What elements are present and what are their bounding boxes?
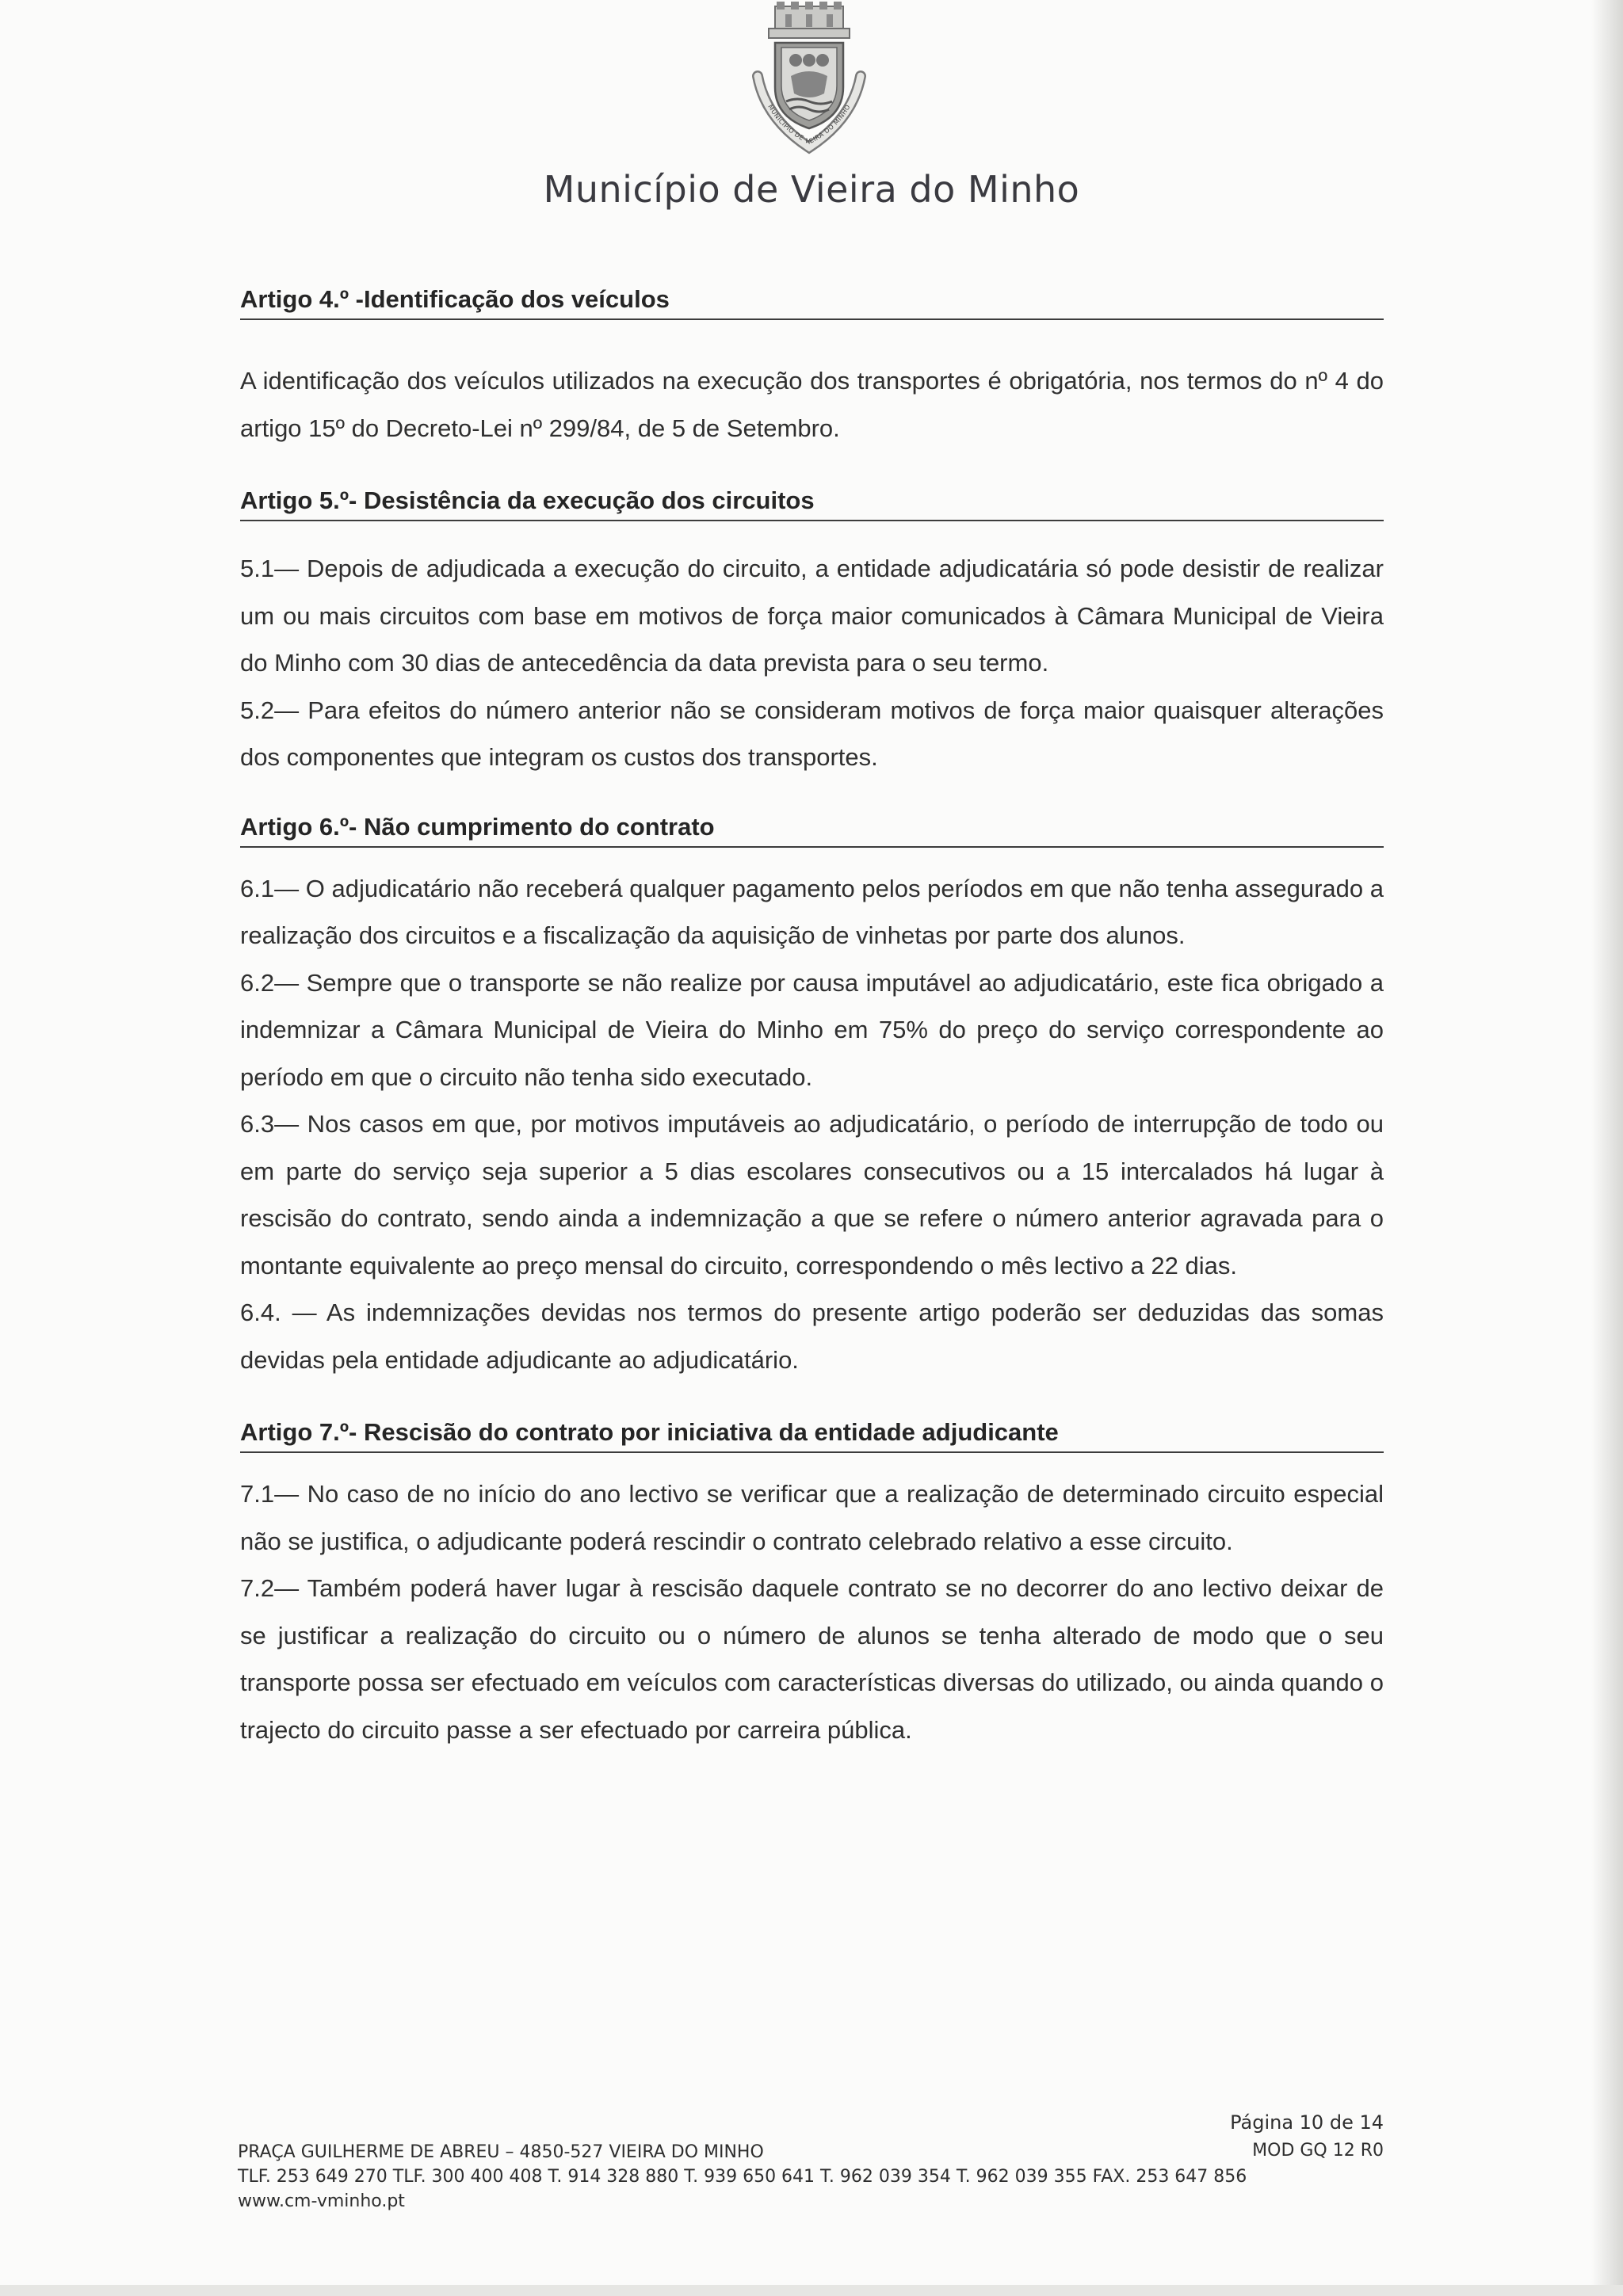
paragraph-7-1: 7.1— No caso de no início do ano lectivo se verificar que a realização de determinado circuito especial não se justifica, o adjudicante poderá rescindir o contrato celebrado relativo a esse circuito. — [240, 1480, 1384, 1555]
municipality-title: Município de Vieira do Minho — [543, 168, 1080, 211]
scan-edge-right — [1591, 0, 1623, 2296]
section-heading-artigo-4: Artigo 4.º -Identificação dos veículos — [240, 285, 1384, 320]
section-heading-artigo-6: Artigo 6.º- Não cumprimento do contrato — [240, 813, 1384, 848]
footer-phones: TLF. 253 649 270 TLF. 300 400 408 T. 914 328 880 T. 939 650 641 T. 962 039 354 T. 962 039 355 FAX. 253 647 856 — [238, 2167, 1247, 2187]
scan-edge-bottom — [0, 2285, 1623, 2296]
paragraph-7-2: 7.2— Também poderá haver lugar à rescisão daquele contrato se no decorrer do ano lectivo deixar de se justificar a realização do circuito ou o número de alunos se tenha alterado de modo que o seu transporte possa ser efectuado em veículos com características diversas do utilizado, ou ainda quando o trajecto do circuito passe a ser efectuado por carreira pública. — [240, 1574, 1384, 1744]
section-heading-artigo-7: Artigo 7.º- Rescisão do contrato por iniciativa da entidade adjudicante — [240, 1418, 1384, 1453]
paragraph-6-1: 6.1— O adjudicatário não receberá qualquer pagamento pelos períodos em que não tenha assegurado a realização dos circuitos e a fiscalização da aquisição de vinhetas por parte dos alunos. — [240, 874, 1384, 949]
page-number: Página 10 de 14 — [1230, 2111, 1384, 2134]
footer-address: PRAÇA GUILHERME DE ABREU – 4850-527 VIEIRA DO MINHO — [238, 2142, 764, 2162]
footer-page-info — [1230, 2108, 1384, 2165]
paragraph-5-1: 5.1— Depois de adjudicada a execução do circuito, a entidade adjudicatária só pode desistir de realizar um ou mais circuitos com base em motivos de força maior comunicados à Câmara Municipal de Vieira do Minho com 30 dias de antecedência da data prevista para o seu termo. — [240, 555, 1384, 677]
paragraph-6-2: 6.2— Sempre que o transporte se não realize por causa imputável ao adjudicatário, este fica obrigado a indemnizar a Câmara Municipal de Vieira do Minho em 75% do preço do serviço correspondente ao período em que o circuito não tenha sido executado. — [240, 968, 1384, 1091]
paragraph-4: A identificação dos veículos utilizados na execução dos transportes é obrigatória, nos termos do nº 4 do artigo 15º do Decreto-Lei nº 299/84, de 5 de Setembro. — [240, 367, 1384, 442]
footer-website: www.cm-vminho.pt — [238, 2191, 405, 2211]
document-body — [240, 285, 1384, 1753]
crest-ribbon-text: MUNICÍPIO DE VIEIRA DO MINHO — [766, 103, 852, 147]
paragraph-6-4: 6.4. — As indemnizações devidas nos termos do presente artigo poderão ser deduzidas das somas devidas pela entidade adjudicante ao adjudicatário. — [240, 1299, 1384, 1374]
paragraph-5-2: 5.2— Para efeitos do número anterior não se consideram motivos de força maior quaisquer alterações dos componentes que integram os custos dos transportes. — [240, 696, 1384, 771]
municipal-crest-icon — [742, 0, 876, 162]
paragraph-6-3: 6.3— Nos casos em que, por motivos imputáveis ao adjudicatário, o período de interrupção de todo ou em parte do serviço seja superior a 5 dias escolares consecutivos ou a 15 intercalados há lugar à rescisão do contrato, sendo ainda a indemnização a que se refere o número anterior agravada para o montante equivalente ao preço mensal do circuito, correspondendo o mês lectivo a 22 dias. — [240, 1110, 1384, 1280]
footer-contact — [238, 2140, 1247, 2214]
document-code: MOD GQ 12 R0 — [1252, 2141, 1384, 2161]
section-heading-artigo-5: Artigo 5.º- Desistência da execução dos circuitos — [240, 486, 1384, 521]
